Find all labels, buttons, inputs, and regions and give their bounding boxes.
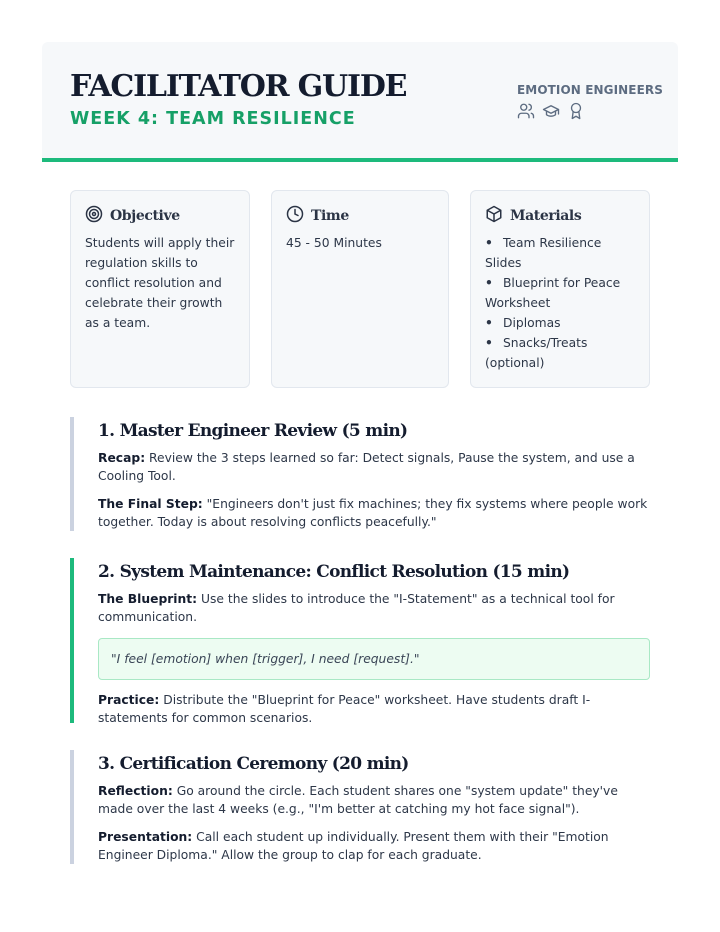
section-paragraph: The Blueprint: Use the slides to introduce the "I-Statement" as a technical tool for communication. [98, 592, 615, 624]
page-subtitle: WEEK 4: TEAM RESILIENCE [70, 109, 356, 129]
time-title: Time [311, 208, 349, 224]
time-card [271, 190, 449, 388]
i-statement-quote: "I feel [emotion] when [trigger], I need [request]." [98, 638, 650, 680]
materials-title: Materials [510, 208, 582, 224]
section-paragraph: Presentation: Call each student up individually. Present them with their "Emotion Engineer Diploma." Allow the group to clap for each graduate. [98, 830, 609, 862]
brand-name: EMOTION ENGINEERS [517, 83, 663, 97]
graduation-cap-icon [542, 102, 560, 124]
section-title: 2. System Maintenance: Conflict Resolution (15 min) [98, 562, 570, 582]
objective-text: Students will apply their regulation skills to conflict resolution and celebrate their growth as a team. [85, 236, 235, 330]
target-icon [85, 205, 103, 227]
section-conflict-resolution [70, 558, 650, 723]
section-paragraph: The Final Step: "Engineers don't just fix machines; they fix systems where people work together. Today is about resolving conflicts peacefully." [98, 497, 648, 529]
brand-icons [517, 102, 585, 124]
page-title: FACILITATOR GUIDE [70, 69, 407, 104]
section-master-engineer-review [70, 417, 650, 531]
section-title: 3. Certification Ceremony (20 min) [98, 754, 409, 774]
section-paragraph: Practice: Distribute the "Blueprint for Peace" worksheet. Have students draft I-statements for common scenarios. [98, 693, 591, 725]
package-icon [485, 205, 503, 227]
time-text: 45 - 50 Minutes [286, 236, 382, 250]
objective-card [70, 190, 250, 388]
users-icon [517, 102, 535, 124]
section-title: 1. Master Engineer Review (5 min) [98, 421, 408, 441]
objective-title: Objective [110, 208, 180, 224]
section-paragraph: Recap: Review the 3 steps learned so far: Detect signals, Pause the system, and use a Cooling Tool. [98, 451, 635, 483]
materials-list [485, 233, 635, 373]
list-item: • Snacks/Treats (optional) [485, 336, 588, 370]
section-certification-ceremony [70, 750, 650, 864]
list-item: • Team Resilience Slides [485, 236, 602, 270]
section-paragraph: Reflection: Go around the circle. Each student shares one "system update" they've made over the last 4 weeks (e.g., "I'm better at catching my hot face signal"). [98, 784, 618, 816]
award-icon [567, 102, 585, 124]
list-item: • Diplomas [485, 316, 561, 330]
clock-icon [286, 205, 304, 227]
materials-card [470, 190, 650, 388]
list-item: • Blueprint for Peace Worksheet [485, 276, 621, 310]
guide-header [42, 42, 678, 162]
